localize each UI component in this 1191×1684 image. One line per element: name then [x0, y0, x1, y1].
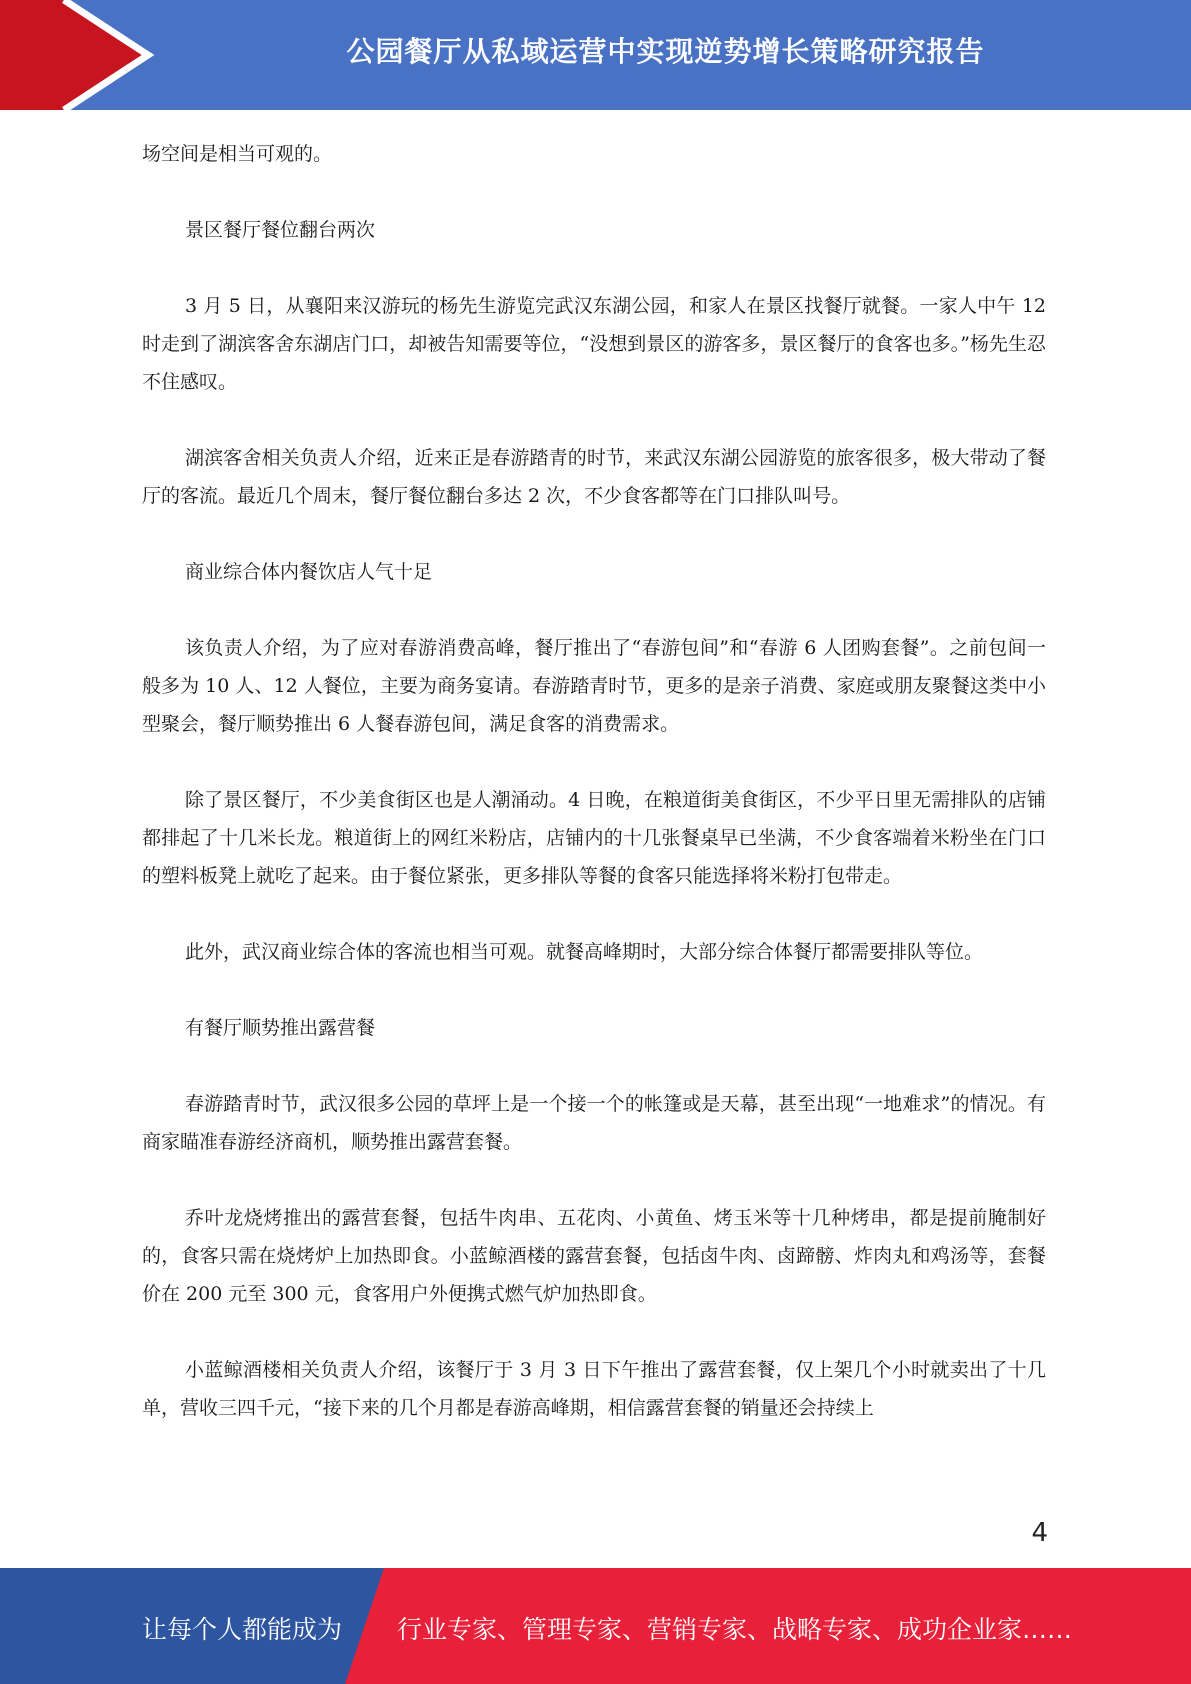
paragraph: 场空间是相当可观的。	[142, 143, 333, 165]
paragraph: 湖滨客舍相关负责人介绍，近来正是春游踏青的时节，来武汉东湖公园游览的旅客很多，极大带动了餐厅的客流。最近几个周末，餐厅餐位翻台多达 2 次，不少食客都等在门口排队叫号。	[142, 447, 1046, 507]
article-body	[142, 135, 1046, 1465]
section-heading: 商业综合体内餐饮店人气十足	[185, 561, 433, 583]
paragraph: 该负责人介绍，为了应对春游消费高峰，餐厅推出了“春游包间”和“春游 6 人团购套餐”。之前包间一般多为 10 人、12 人餐位，主要为商务宴请。春游踏青时节，更多的是亲子消费、家庭或朋友聚餐这类中小型聚会，餐厅顺势推出 6 人餐春游包间，满足食客的消费需求。	[142, 637, 1046, 735]
page-footer	[0, 1568, 1191, 1684]
paragraph: 此外，武汉商业综合体的客流也相当可观。就餐高峰期时，大部分综合体餐厅都需要排队等位。	[185, 941, 984, 963]
section-heading: 景区餐厅餐位翻台两次	[185, 219, 376, 241]
report-title: 公园餐厅从私域运营中实现逆势增长策略研究报告	[346, 35, 985, 68]
paragraph: 小蓝鲸酒楼相关负责人介绍，该餐厅于 3 月 3 日下午推出了露营套餐，仅上架几个小时就卖出了十几单，营收三四千元，“接下来的几个月都是春游高峰期，相信露营套餐的销量还会持续上	[142, 1359, 1046, 1419]
section-heading: 有餐厅顺势推出露营餐	[185, 1017, 376, 1039]
footer-slogan: 让每个人都能成为	[142, 1615, 343, 1644]
paragraph: 除了景区餐厅，不少美食街区也是人潮涌动。4 日晚，在粮道街美食街区，不少平日里无需排队的店铺都排起了十几米长龙。粮道街上的网红米粉店，店铺内的十几张餐桌早已坐满，不少食客端着米粉坐在门口的塑料板凳上就吃了起来。由于餐位紧张，更多排队等餐的食客只能选择将米粉打包带走。	[142, 789, 1046, 887]
paragraph: 春游踏青时节，武汉很多公园的草坪上是一个接一个的帐篷或是天幕，甚至出现“一地难求”的情况。有商家瞄准春游经济商机，顺势推出露营套餐。	[142, 1093, 1046, 1153]
footer-tagline: 行业专家、管理专家、营销专家、战略专家、成功企业家……	[397, 1615, 1073, 1644]
page-number: 4	[1031, 1518, 1048, 1548]
header-red-arrow-decoration	[0, 0, 160, 110]
page-header	[0, 0, 1191, 110]
paragraph: 3 月 5 日，从襄阳来汉游玩的杨先生游览完武汉东湖公园，和家人在景区找餐厅就餐。一家人中午 12 时走到了湖滨客舍东湖店门口，却被告知需要等位，“没想到景区的游客多，景区餐厅的食客也多。”杨先生忍不住感叹。	[142, 295, 1046, 393]
paragraph: 乔叶龙烧烤推出的露营套餐，包括牛肉串、五花肉、小黄鱼、烤玉米等十几种烤串，都是提前腌制好的，食客只需在烧烤炉上加热即食。小蓝鲸酒楼的露营套餐，包括卤牛肉、卤蹄髈、炸肉丸和鸡汤等，套餐价在 200 元至 300 元，食客用户外便携式燃气炉加热即食。	[142, 1207, 1046, 1305]
